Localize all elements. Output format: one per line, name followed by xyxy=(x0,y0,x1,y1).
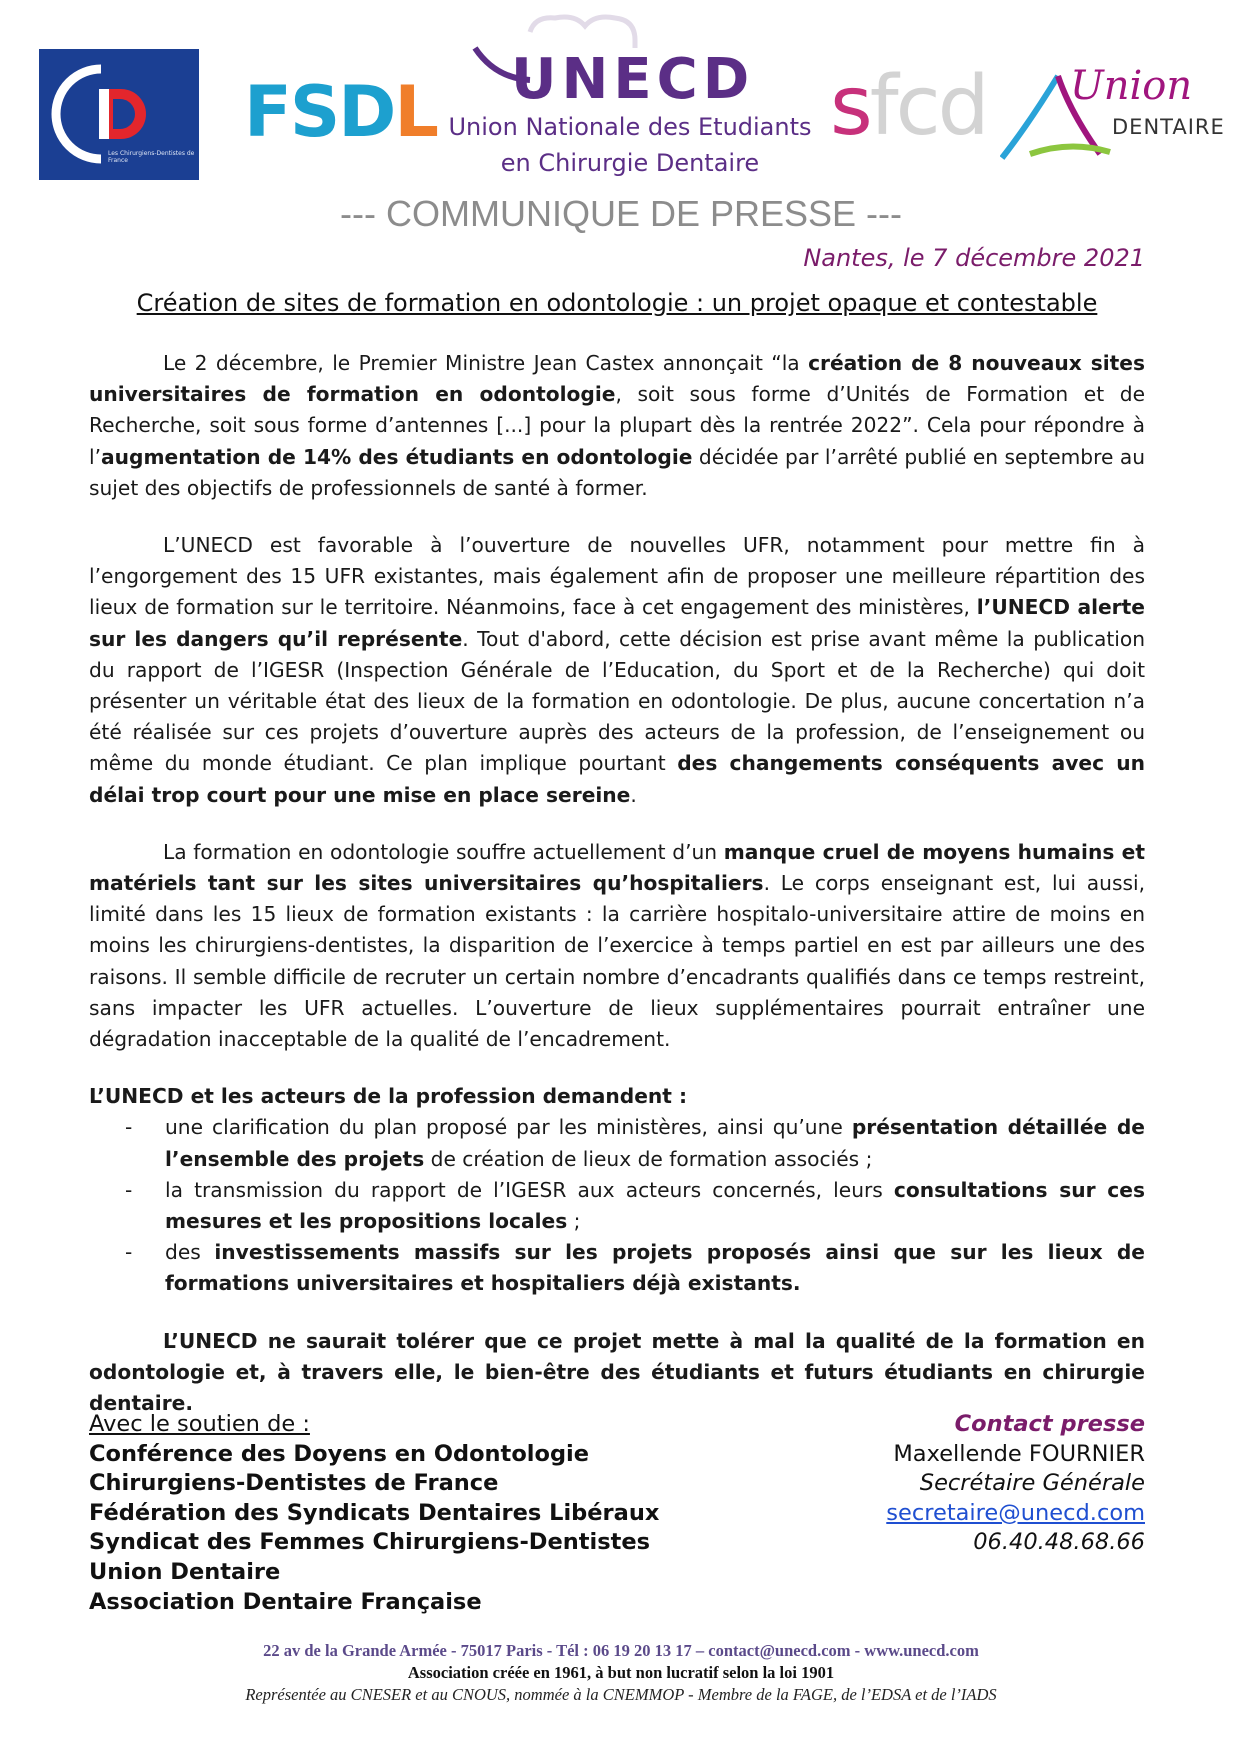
page-footer xyxy=(0,1640,1242,1706)
unecd-line2: en Chirurgie Dentaire xyxy=(500,149,760,177)
support-org: Association Dentaire Française xyxy=(89,1588,482,1615)
footer-representation: Représentée au CNESER et au CNOUS, nommée à la CNEMMOP - Membre de la FAGE, de l’EDSA et de l’IADS xyxy=(245,1685,997,1704)
bold-run: consultations sur ces mesures et les propositions locales xyxy=(165,1177,1145,1234)
unecd-line1: Union Nationale des Etudiants xyxy=(448,113,812,141)
sfcd-rest: fcd xyxy=(869,59,987,154)
demands-list xyxy=(89,1112,1145,1299)
bold-run: L’UNECD et les acteurs de la profession demandent : xyxy=(89,1084,688,1109)
text-run: la transmission du rapport de l’IGESR aux acteurs concernés, leurs xyxy=(165,1177,894,1202)
bold-run: investissements massifs sur les projets proposés ainsi que sur les lieux de formations universitaires et hospitaliers déjà existants. xyxy=(165,1240,1145,1296)
sfcd-s: s xyxy=(830,59,870,154)
footer-association: Association créée en 1961, à but non lucratif selon la loi 1901 xyxy=(407,1663,835,1682)
bold-run: augmentation de 14% des étudiants en odontologie xyxy=(101,444,693,469)
bold-run: des changements conséquents avec un délai trop court pour une mise en place sereine xyxy=(89,751,1145,807)
paragraph-3 xyxy=(89,837,1145,1055)
list-item xyxy=(165,1175,1145,1237)
cd-tagline: Les Chirurgiens-Dentistes de France xyxy=(108,150,195,164)
bold-run: L’UNECD ne saurait tolérer que ce projet mette à mal la qualité de la formation en odontologie et, à travers elle, le bien-être des étudiants et futurs étudiants en chirurgie dentaire. xyxy=(89,1328,1145,1416)
conclusion xyxy=(89,1326,1145,1420)
sfcd-logo xyxy=(830,59,987,154)
contact-name: Maxellende FOURNIER xyxy=(893,1440,1145,1467)
text-run: . xyxy=(630,782,637,807)
bold-run: manque cruel de moyens humains et matériels tant sur les sites universitaires qu’hospitaliers xyxy=(89,839,1145,896)
dentaire-word: DENTAIRE xyxy=(1112,115,1225,139)
logo-strip xyxy=(0,0,1242,200)
unecd-name: UNECD xyxy=(511,47,755,112)
support-org: Chirurgiens-Dentistes de France xyxy=(89,1470,499,1497)
text-run: de création de lieux de formation associés ; xyxy=(424,1146,873,1171)
text-run: Le 2 décembre, le Premier Ministre Jean Castex annonçait “la xyxy=(163,351,809,375)
support-heading: Avec le soutien de : xyxy=(89,1411,310,1437)
page-title: Création de sites de formation en odontologie : un projet opaque et contestable xyxy=(136,289,1098,317)
unecd-logo xyxy=(435,8,825,183)
paragraph-1 xyxy=(89,348,1145,504)
bold-run: l’UNECD alerte sur les dangers qu’il représente xyxy=(89,595,1145,651)
bold-run: présentation détaillée de l’ensemble des projets xyxy=(165,1115,1145,1171)
support-org: Conférence des Doyens en Odontologie xyxy=(89,1440,590,1467)
paragraph-2 xyxy=(89,530,1145,811)
support-list xyxy=(89,1410,659,1617)
fsdl-main: FSD xyxy=(244,71,395,153)
text-run: , soit sous forme d’Unités de Formation et de Recherche, soit sous forme d’antennes [...] pour la plupart dès la rentrée 2022”. Cela pour répondre à l’ xyxy=(89,382,1145,469)
fsdl-logo xyxy=(244,72,437,152)
text-run: . Tout d'abord, cette décision est prise avant même la publication du rapport de l’IGESR (Inspection Générale de l’Education, du Sport et de la Recherche) qui doit présenter un véritable état des lieux de la formation en odontologie. De plus, aucune concertation n’a été réalisée sur ces projets d’ouverture auprès des acteurs de la profession, de l’enseignement ou même du monde étudiant. Ce plan implique pourtant xyxy=(89,626,1146,776)
contact-email-link[interactable]: secretaire@unecd.com xyxy=(886,1499,1145,1526)
text-run: des xyxy=(165,1240,215,1265)
support-org: Fédération des Syndicats Dentaires Libéraux xyxy=(89,1499,660,1526)
text-run: La formation en odontologie souffre actuellement d’un xyxy=(163,839,724,864)
union-word: Union xyxy=(1070,63,1193,109)
release-date: Nantes, le 7 décembre 2021 xyxy=(803,244,1145,272)
support-org: Syndicat des Femmes Chirurgiens-Dentistes xyxy=(89,1529,651,1556)
text-run: L’UNECD est favorable à l’ouverture de nouvelles UFR, notamment pour mettre fin à l’engorgement des 15 UFR existantes, mais également afin de proposer une meilleure répartition des lieux de formation sur le territoire. Néanmoins, face à cet engagement des ministères, xyxy=(89,533,1145,620)
press-contact xyxy=(886,1410,1145,1558)
contact-heading: Contact presse xyxy=(954,1411,1145,1437)
support-org: Union Dentaire xyxy=(89,1558,281,1585)
text-run: . Le corps enseignant est, lui aussi, limité dans les 15 lieux de formation existants : la carrière hospitalo-universitaire attire de moins en moins les chirurgiens-dentistes, la disparition de l’exercice à temps partiel en est par ailleurs une des raisons. Il semble difficile de recruter un certain nombre d’encadrants qualifiés dans ce temps restreint, sans impacter les UFR actuelles. L’ouverture de lieux supplémentaires pourrait entraîner une dégradation inacceptable de la qualité de l’encadrement. xyxy=(89,871,1145,1052)
union-dentaire-logo xyxy=(1000,62,1225,172)
text-run: ; xyxy=(567,1209,581,1234)
demands-heading xyxy=(89,1081,1145,1112)
article-body xyxy=(89,348,1145,1419)
bold-run: création de 8 nouveaux sites universitaires de formation en odontologie xyxy=(89,351,1146,407)
text-run: une clarification du plan proposé par les ministères, ainsi qu’une xyxy=(165,1115,852,1140)
cd-logo xyxy=(39,49,199,180)
footer-address: 22 av de la Grande Armée - 75017 Paris - Tél : 06 19 20 13 17 – contact@unecd.com - www.unecd.com xyxy=(263,1641,979,1660)
fsdl-end: L xyxy=(394,71,437,153)
text-run: décidée par l’arrêté publié en septembre au sujet des objectifs de professionnels de santé à former. xyxy=(89,444,1145,500)
list-item xyxy=(165,1112,1145,1174)
press-release-kicker: --- COMMUNIQUE DE PRESSE --- xyxy=(340,193,902,234)
contact-role: Secrétaire Générale xyxy=(919,1470,1145,1497)
contact-phone: 06.40.48.68.66 xyxy=(973,1529,1145,1556)
list-item xyxy=(165,1237,1145,1299)
